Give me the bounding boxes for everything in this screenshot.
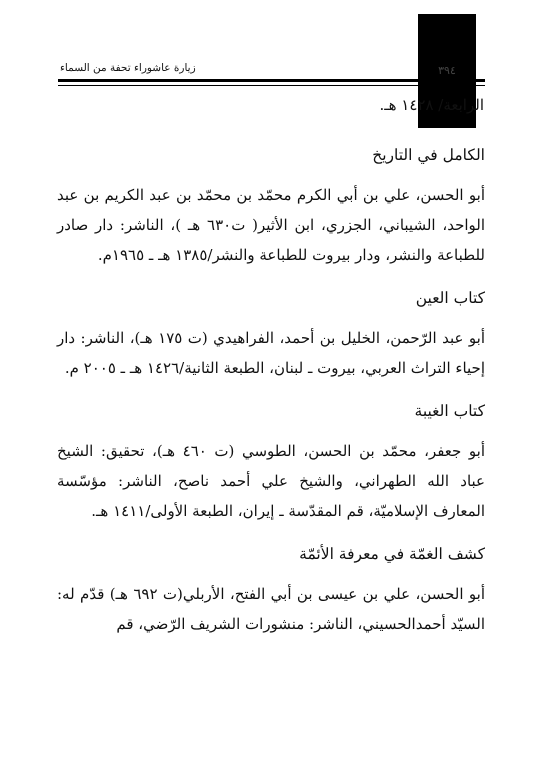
entry-title: الكامل في التاريخ [372,146,485,164]
entry-title: كتاب العين [415,289,485,307]
bibliography-entry [57,140,485,270]
bibliography-entry [57,283,485,383]
entry-text: أبو عبد الرّحمن، الخليل بن أحمد، الفراهيدي (ت ١٧٥ هـ)، الناشر: دار إحياء التراث العربي، بيروت ـ لبنان، الطبعة الثانية/١٤٢٦ هـ ـ ٢٠٠٥ م. [57,329,485,377]
previous-entry-tail: الرابعة/ ١٤٢٨ هـ. [379,96,484,114]
entry-text: أبو الحسن، علي بن أبي الكرم محمّد بن محمّد بن عبد الكريم بن عبد الواحد، الشيباني، الجزري، ابن الأثير( ت٦٣٠ هـ )، الناشر: دار صادر للطباعة والنشر، ودار بيروت للطباعة والنشر/١٣٨٥ هـ ـ ١٩٦٥م. [57,186,485,264]
bibliography-list [57,140,485,652]
bibliography-entry [57,539,485,639]
entry-title: كتاب الغيبة [414,402,485,420]
running-title: زيارة عاشوراء تحفة من السماء [60,62,196,74]
entry-text: أبو الحسن، علي بن عيسى بن أبي الفتح، الأربلي(ت ٦٩٢ هـ) قدّم له: السيّد أحمدالحسيني، الناشر: منشورات الشريف الرّضي، قم [57,585,485,633]
page-number: ٣٩٤ [438,64,456,77]
entry-title: كشف الغمّة في معرفة الأئمّة [299,545,485,563]
bibliography-entry [57,396,485,526]
entry-text: أبو جعفر، محمّد بن الحسن، الطوسي (ت ٤٦٠ هـ)، تحقيق: الشيخ عباد الله الطهراني، والشيخ علي أحمد ناصح، الناشر: مؤسّسة المعارف الإسلاميّة، قم المقدّسة ـ إيران، الطبعة الأولى/١٤١١ هـ. [57,442,486,520]
